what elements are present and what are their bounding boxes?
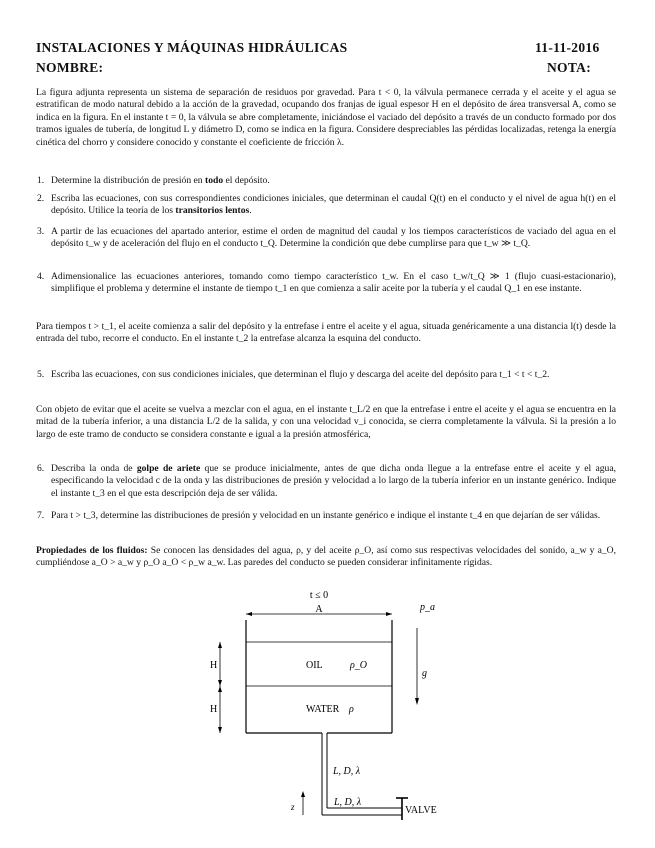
question-text: Describa la onda de — [51, 463, 137, 474]
intro-paragraph: La figura adjunta representa un sistema de separación de residuos por gravedad. Para t < 0, la válvula permanece cerrada y el aceite y el agua se estratifican de modo natural debido a la acción de la gravedad, ocupando dos franjas de igual espesor H en el depósito de área transversal A, como se indica en la figura. En el instante t = 0, la válvula se abre completamente, iniciándose el vaciado del depósito a través de un conducto formado por dos tramos iguales de tubería, de longitud L y diámetro D, como se indica en la figura. Considere despreciables las pérdidas localizadas, retenga la energía cinética del chorro y considere conocido y constante el coeficiente de fricción λ. — [36, 87, 616, 148]
valve-label: VALVE — [405, 805, 437, 816]
course-title: INSTALACIONES Y MÁQUINAS HIDRÁULICAS — [36, 40, 348, 55]
question-bold: todo — [205, 175, 224, 186]
z-axis-arrow — [301, 791, 305, 797]
gravity-arrow-head — [415, 698, 419, 705]
horizontal-pipe-label: L, D, λ — [334, 797, 362, 808]
grade-label: NOTA: — [547, 60, 591, 75]
oil-label: OIL — [306, 660, 323, 671]
paragraph-mid-2: Con objeto de evitar que el aceite se vuelva a mezclar con el agua, en el instante t_L/2 en que la entrefase i entre el aceite y el agua se encuentra en la mitad de la tubería inferior, a una distancia L/2 de la salida, y con una velocidad v_i conocida, se cierra completamente la válvula. Si la presión a lo largo de este tramo de conducto se considera constante e igual a la presión atmosférica, — [36, 404, 616, 440]
water-height-arrow-bottom — [218, 727, 222, 733]
gravity-label: g — [422, 668, 427, 679]
question-text: Escriba las ecuaciones, con sus condiciones iniciales, que determinan el flujo y descarga del aceite del depósito para t_1 < t < t_2. — [51, 369, 550, 380]
question-number: 3. — [37, 226, 45, 237]
question-number: 1. — [37, 175, 45, 186]
water-density-label: ρ — [349, 704, 354, 715]
question-number: 4. — [37, 271, 45, 282]
atmospheric-pressure-label: p_a — [420, 602, 435, 613]
oil-height-arrow-top — [218, 642, 222, 648]
question-number: 7. — [37, 510, 45, 521]
exam-date: 11-11-2016 — [535, 40, 600, 55]
z-axis-label: z — [291, 802, 295, 812]
question-number: 6. — [37, 463, 45, 474]
paragraph-mid-1: Para tiempos t > t_1, el aceite comienza a salir del depósito y la entrefase i entre el aceite y el agua, situada genéricamente a una distancia l(t) desde la entrada del tubo, recorre el conducto. En el instante t_2 la entrefase alcanza la esquina del conducto. — [36, 321, 616, 345]
water-height-label: H — [210, 704, 218, 715]
oil-density-label: ρ_O — [350, 660, 368, 671]
question-text: Adimensionalice las ecuaciones anteriores, tomando como tiempo característico t_w. En el caso t_w/t_Q ≫ 1 (flujo cuasi-estacionario), simplifique el problema y determine el instante de tiempo t_1 en que comienza a salir aceite por la tubería y el caudal Q_1 en ese instante. — [51, 271, 616, 295]
question-text: que se produce inicialmente, antes de que dicha onda llegue a la entrefase entre el aceite y el agua, especificando la velocidad c de la onda y las distribuciones de presión y velocidad a lo largo de la tubería inferior en un instante genérico. Indique el instante t_3 en el que esta descripción deja de ser válida. — [51, 463, 616, 499]
fluid-properties-text: Se conocen las densidades del agua, ρ, y del aceite ρ_O, así como sus respectivas velocidades del sonido, a_w y a_O, cumpliéndose a_O > a_w y ρ_O a_O < ρ_w a_w. Las paredes del conducto se pueden considerar infinitamente rígidas. — [36, 545, 616, 569]
oil-height-arrow-bottom — [218, 680, 222, 686]
name-label: NOMBRE: — [36, 60, 104, 75]
area-arrow-left — [246, 612, 252, 616]
water-label: WATER — [306, 704, 340, 715]
question-number: 5. — [37, 369, 45, 380]
question-bold: transitorios lentos — [175, 205, 250, 217]
area-label: A — [315, 604, 323, 615]
water-height-arrow-top — [218, 686, 222, 692]
question-number: 2. — [37, 193, 45, 204]
time-condition-label: t ≤ 0 — [309, 590, 329, 601]
question-text: el depósito. — [223, 175, 270, 186]
fluid-properties-title: Propiedades de los fluidos: — [36, 545, 148, 556]
oil-height-label: H — [210, 660, 218, 671]
question-text: A partir de las ecuaciones del apartado anterior, estime el orden de magnitud del caudal y los tiempos característicos de vaciado del agua en el depósito t_w y de aceleración del flujo en el conducto t_Q. Determine la condición que debe cumplirse para que t_w ≫ t_Q. — [51, 226, 616, 250]
area-arrow-right — [386, 612, 392, 616]
question-text: . — [249, 205, 252, 217]
question-bold: golpe de ariete — [136, 463, 201, 474]
vertical-pipe-label: L, D, λ — [333, 766, 361, 777]
question-text: Determine la distribución de presión en — [51, 175, 205, 186]
question-text: Para t > t_3, determine las distribuciones de presión y velocidad en un instante genérico e indique el instante t_4 en que dejarían de ser válidas. — [51, 510, 601, 521]
question-text: Escriba las ecuaciones, con sus correspondientes condiciones iniciales, que determinan el caudal Q(t) en el conducto y el nivel de agua h(t) en el depósito. Utilice la teoría de los — [51, 193, 616, 217]
